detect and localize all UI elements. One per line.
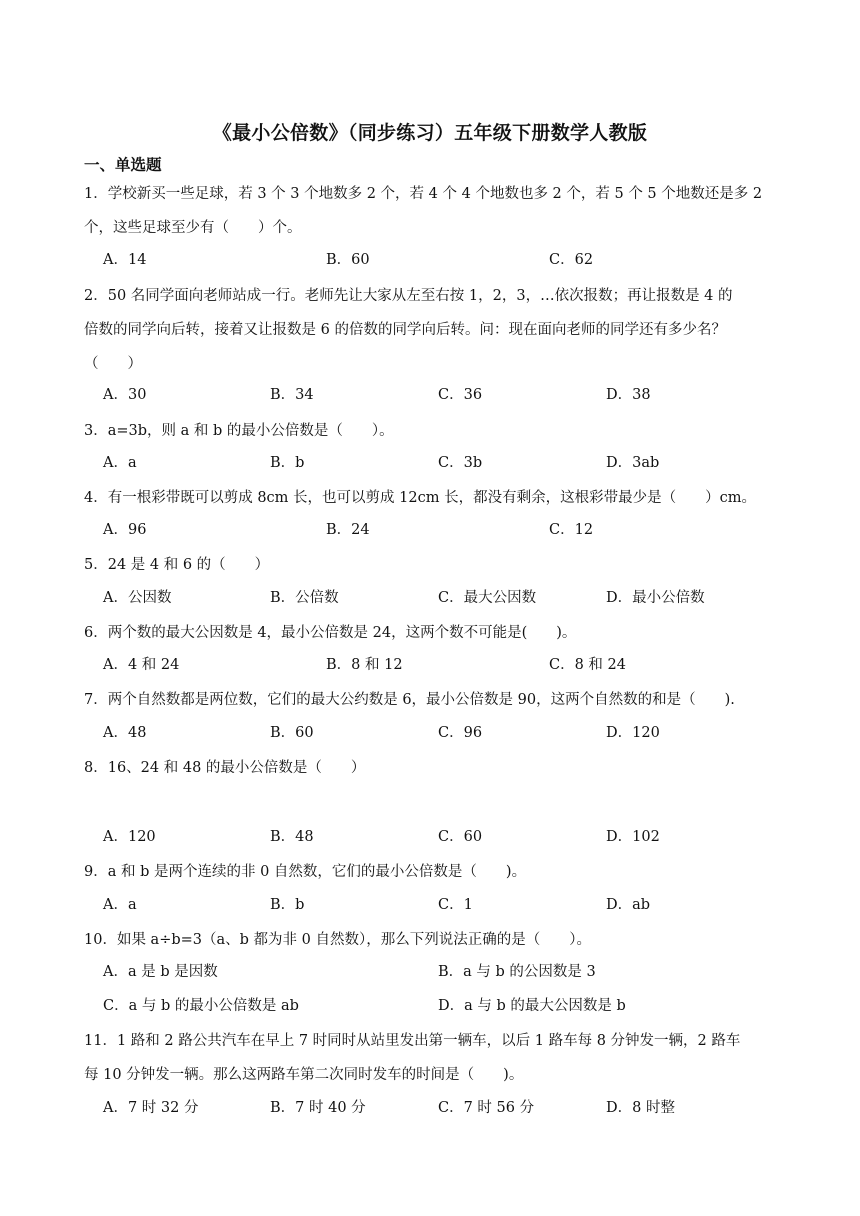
option-a: A．a	[103, 897, 137, 913]
document-title: 《最小公倍数》（同步练习）五年级下册数学人教版	[212, 122, 648, 144]
option-a: A．4 和 24	[103, 657, 180, 673]
option-a: A．120	[103, 829, 156, 845]
option-d: D．8 时整	[606, 1100, 675, 1116]
option-b: B．60	[270, 725, 314, 741]
option-c: C．12	[549, 522, 594, 538]
question-6	[84, 616, 784, 650]
question-1	[84, 177, 784, 245]
question-text-line: 10．如果 a÷b=3（a、b 都为非 0 自然数），那么下列说法正确的是（ ）。	[84, 932, 591, 948]
question-text-line: 4．有一根彩带既可以剪成 8cm 长，也可以剪成 12cm 长，都没有剩余，这根彩带最少是（ ）cm。	[84, 490, 756, 506]
option-d: D．a 与 b 的最大公因数是 b	[438, 998, 626, 1014]
option-b: B．b	[270, 897, 305, 913]
question-text-line: 3．a=3b，则 a 和 b 的最小公倍数是（ ）。	[84, 423, 394, 439]
question-text-line: 11．1 路和 2 路公共汽车在早上 7 时同时从站里发出第一辆车，以后 1 路车每 8 分钟发一辆，2 路车	[84, 1033, 741, 1049]
question-text-line: 2．50 名同学面向老师站成一行。老师先让大家从左至右按 1，2，3，…依次报数；再让报数是 4 的	[84, 288, 733, 304]
option-a: A．30	[103, 387, 147, 403]
option-b: B．8 和 12	[326, 657, 403, 673]
question-text-line: 8．16、24 和 48 的最小公倍数是（ ）	[84, 760, 366, 776]
option-b: B．a 与 b 的公因数是 3	[438, 964, 596, 980]
option-c: C．36	[438, 387, 483, 403]
question-5	[84, 548, 784, 582]
question-text-line: 7．两个自然数都是两位数，它们的最大公约数是 6，最小公倍数是 90，这两个自然数的和是（ ).	[84, 692, 735, 708]
option-b: B．60	[326, 252, 370, 268]
question-text-line: 每 10 分钟发一辆。那么这两路车第二次同时发车的时间是（ )。	[84, 1067, 524, 1083]
option-a: A．14	[103, 252, 147, 268]
option-b: B．48	[270, 829, 314, 845]
question-9	[84, 855, 784, 889]
option-d: D．38	[606, 387, 651, 403]
option-a: A．7 时 32 分	[103, 1100, 199, 1116]
question-2	[84, 279, 784, 381]
option-a: A．96	[103, 522, 147, 538]
option-b: B．b	[270, 455, 305, 471]
option-c: C．1	[438, 897, 473, 913]
option-d: D．ab	[606, 897, 651, 913]
question-4	[84, 481, 784, 515]
option-c: C．3b	[438, 455, 483, 471]
option-d: D．120	[606, 725, 660, 741]
option-d: D．3ab	[606, 455, 660, 471]
option-a: A．48	[103, 725, 147, 741]
option-c: C．最大公因数	[438, 590, 537, 606]
option-b: B．34	[270, 387, 314, 403]
option-b: B．7 时 40 分	[270, 1100, 366, 1116]
option-c: C．a 与 b 的最小公倍数是 ab	[103, 998, 299, 1014]
option-a: A．a	[103, 455, 137, 471]
option-a: A．公因数	[103, 590, 172, 606]
question-7	[84, 683, 784, 717]
question-text-line: 个，这些足球至少有（ ）个。	[84, 220, 302, 236]
option-d: D．最小公倍数	[606, 590, 705, 606]
question-10	[84, 923, 784, 957]
option-c: C．96	[438, 725, 483, 741]
option-a: A．a 是 b 是因数	[103, 964, 218, 980]
question-8	[84, 751, 784, 785]
option-c: C．60	[438, 829, 483, 845]
option-c: C．62	[549, 252, 594, 268]
option-b: B．公倍数	[270, 590, 339, 606]
question-text-line: （ ）	[84, 356, 142, 372]
question-text-line: 9．a 和 b 是两个连续的非 0 自然数，它们的最小公倍数是（ )。	[84, 864, 527, 880]
question-11	[84, 1024, 784, 1092]
question-text-line: 1．学校新买一些足球，若 3 个 3 个地数多 2 个，若 4 个 4 个地数也多 2 个，若 5 个 5 个地数还是多 2	[84, 186, 763, 202]
section-heading: 一、单选题	[84, 156, 162, 174]
option-d: D．102	[606, 829, 660, 845]
option-c: C．8 和 24	[549, 657, 626, 673]
question-text-line: 倍数的同学向后转，接着又让报数是 6 的倍数的同学向后转。问：现在面向老师的同学还有多少名？	[84, 322, 726, 338]
question-text-line: 5．24 是 4 和 6 的（ ）	[84, 557, 270, 573]
option-c: C．7 时 56 分	[438, 1100, 535, 1116]
question-text-line: 6．两个数的最大公因数是 4，最小公倍数是 24，这两个数不可能是( )。	[84, 625, 577, 641]
option-b: B．24	[326, 522, 370, 538]
question-3	[84, 414, 784, 448]
